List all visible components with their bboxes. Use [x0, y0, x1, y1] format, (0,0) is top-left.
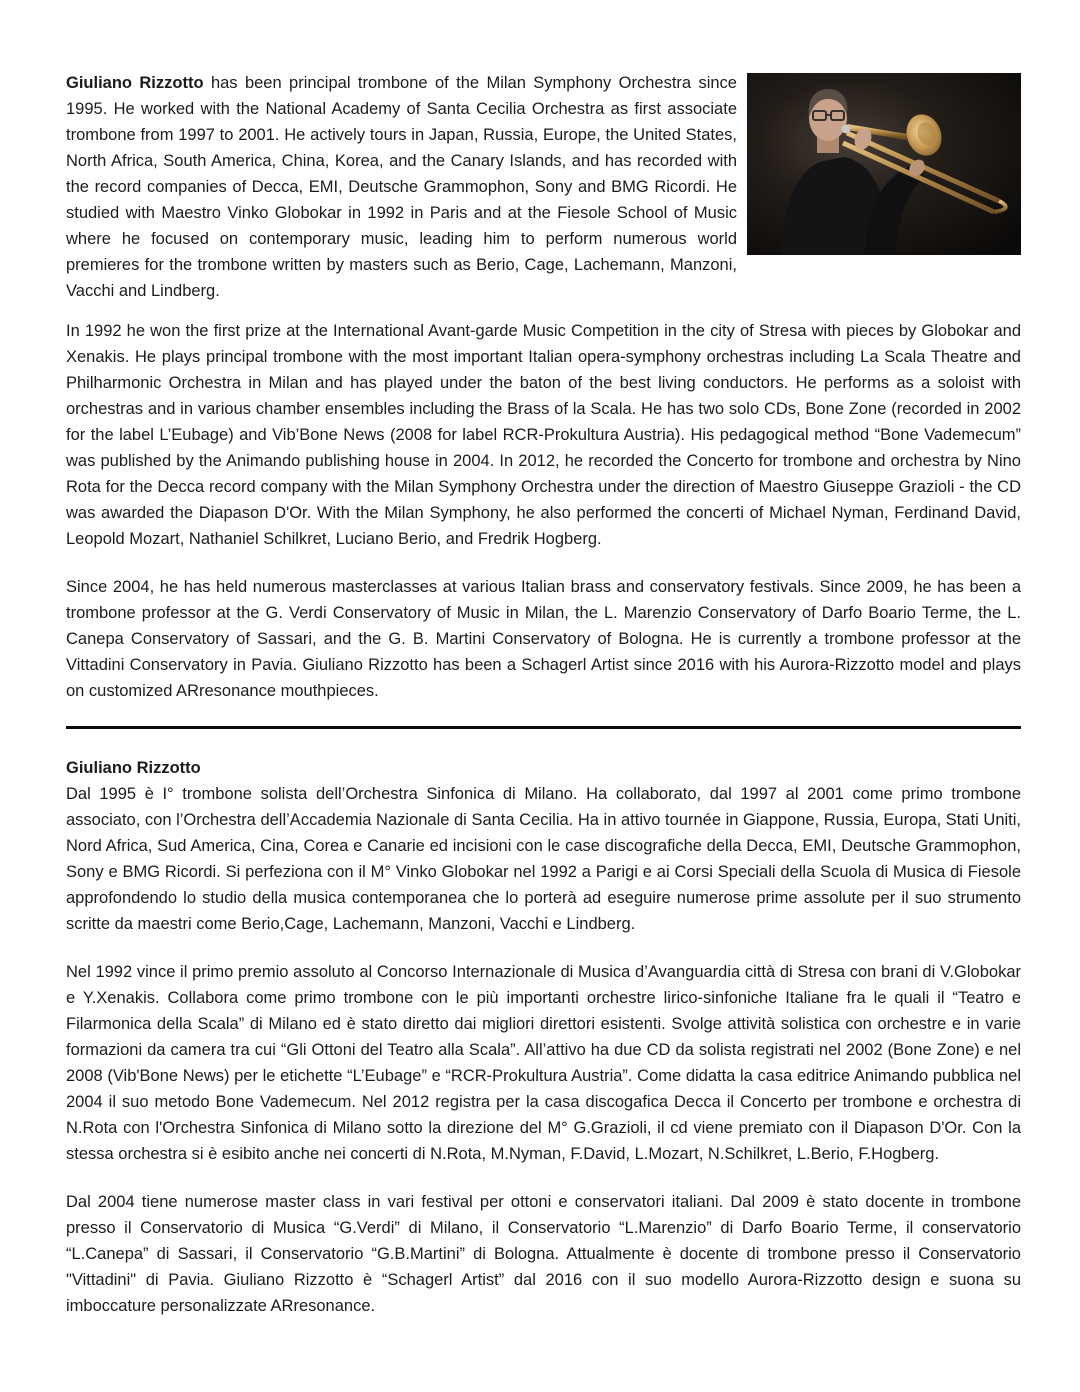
italian-section-heading: Giuliano Rizzotto	[66, 759, 201, 777]
trombonist-photo-illustration	[747, 73, 1021, 255]
english-bio-paragraph-1-text: has been principal trombone of the Milan Symphony Orchestra since 1995. He worked with the National Academy of Santa Cecilia Orchestra as first associate trombone from 1997 to 2001. He actively tours in Japan, Russia, Europe, the United States, North Africa, South America, China, Korea, and the Canary Islands, and has recorded with the record companies of Decca, EMI, Deutsche Grammophon, Sony and BMG Ricordi. He studied with Maestro Vinko Globokar in 1992 in Paris and at the Fiesole School of Music where he focused on contemporary music, leading him to perform numerous world premieres for the trombone written by masters such as Berio, Cage, Lachemann, Manzoni, Vacchi and Lindberg.	[66, 74, 737, 300]
english-bio-paragraph-3: Since 2004, he has held numerous masterclasses at various Italian brass and conservatory festivals. Since 2009, he has been a trombone professor at the G. Verdi Conservatory of Music in Milan, the L. Marenzio Conservatory of Darfo Boario Terme, the L. Canepa Conservatory of Sassari, and the G. B. Martini Conservatory of Bologna. He is currently a trombone professor at the Vittadini Conservatory in Pavia. Giuliano Rizzotto has been a Schagerl Artist since 2016 with his Aurora-Rizzotto model and plays on customized ARresonance mouthpieces.	[66, 578, 1021, 700]
english-bio-paragraph-1	[66, 70, 737, 304]
person-name-bold: Giuliano Rizzotto	[66, 74, 204, 92]
section-divider	[66, 726, 1021, 729]
english-bio-paragraph-2: In 1992 he won the first prize at the International Avant-garde Music Competition in the city of Stresa with pieces by Globokar and Xenakis. He plays principal trombone with the most important Italian opera-symphony orchestras including La Scala Theatre and Philharmonic Orchestra in Milan and has played under the baton of the best living conductors. He performs as a soloist with orchestras and in various chamber ensembles including the Brass of la Scala. He has two solo CDs, Bone Zone (recorded in 2002 for the label L’Eubage) and Vib’Bone News (2008 for label RCR-Prokultura Austria). His pedagogical method “Bone Vademecum” was published by the Animando publishing house in 2004. In 2012, he recorded the Concerto for trombone and orchestra by Nino Rota for the Decca record company with the Milan Symphony Orchestra under the direction of Maestro Giuseppe Grazioli - the CD was awarded the Diapason D'Or. With the Milan Symphony, he also performed the concerti of Michael Nyman, Ferdinand David, Leopold Mozart, Nathaniel Schilkret, Luciano Berio, and Fredrik Hogberg.	[66, 322, 1021, 548]
english-intro-section	[66, 70, 1021, 304]
portrait-photo	[747, 73, 1021, 255]
italian-bio-paragraph-2: Nel 1992 vince il primo premio assoluto al Concorso Internazionale di Musica d’Avanguardia città di Stresa con brani di V.Globokar e Y.Xenakis. Collabora come primo trombone con le più importanti orchestre lirico-sinfoniche Italiane fra le quali il “Teatro e Filarmonica della Scala” di Milano ed è stato diretto dai migliori direttori esistenti. Svolge attività solistica con orchestre e in varie formazioni da camera tra cui “Gli Ottoni del Teatro alla Scala”. All’attivo ha due CD da solista registrati nel 2002 (Bone Zone) e nel 2008 (Vib'Bone News) per le etichette “L’Eubage” e “RCR-Prokultura Austria”. Come didatta la casa editrice Animando pubblica nel 2004 il suo metodo Bone Vademecum. Nel 2012 registra per la casa discogafica Decca il Concerto per trombone e orchestra di N.Rota con l'Orchestra Sinfonica di Milano sotto la direzione del M° G.Grazioli, il cd viene premiato con il Diapason D'Or. Con la stessa orchestra si è esibito anche nei concerti di N.Rota, M.Nyman, F.David, L.Mozart, N.Schilkret, L.Berio, F.Hogberg.	[66, 963, 1021, 1163]
italian-bio-paragraph-1: Dal 1995 è I° trombone solista dell’Orchestra Sinfonica di Milano. Ha collaborato, dal 1997 al 2001 come primo trombone associato, con l’Orchestra dell’Accademia Nazionale di Santa Cecilia. Ha in attivo tournée in Giappone, Russia, Europa, Stati Uniti, Nord Africa, Sud America, Cina, Corea e Canarie ed incisioni con le case discografiche della Decca, EMI, Deutsche Grammophon, Sony e BMG Ricordi. Si perfeziona con il M° Vinko Globokar nel 1992 a Parigi e ai Corsi Speciali della Scuola di Musica di Fiesole approfondendo lo studio della musica contemporanea che lo porterà ad eseguire numerose prime assolute per il suo strumento scritte da maestri come Berio,Cage, Lachemann, Manzoni, Vacchi e Lindberg.	[66, 785, 1021, 933]
italian-bio-paragraph-3: Dal 2004 tiene numerose master class in vari festival per ottoni e conservatori italiani. Dal 2009 è stato docente in trombone presso il Conservatorio di Musica “G.Verdi” di Milano, il Conservatorio “L.Marenzio” di Darfo Boario Terme, il conservatorio “L.Canepa” di Sassari, il Conservatorio “G.B.Martini” di Bologna. Attualmente è docente di trombone presso il Conservatorio "Vittadini" di Pavia. Giuliano Rizzotto è “Schagerl Artist” dal 2016 con il suo modello Aurora-Rizzotto design e suona su imboccature personalizzate ARresonance.	[66, 1193, 1021, 1315]
